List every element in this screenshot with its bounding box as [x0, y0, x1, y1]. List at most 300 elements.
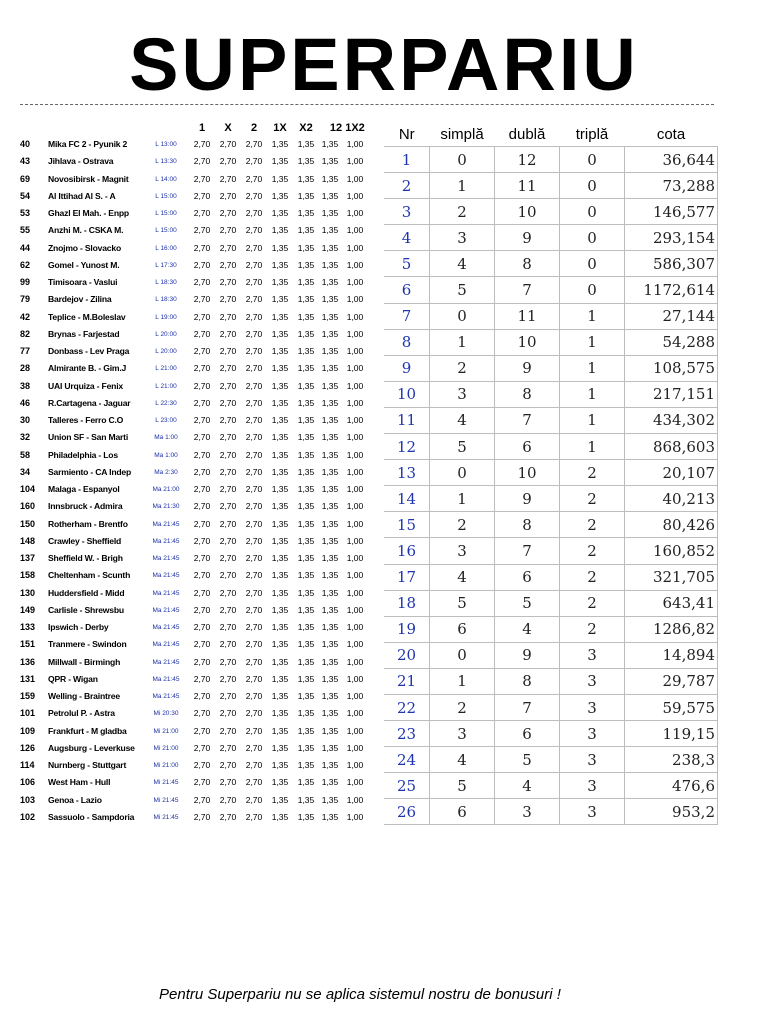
- combo-row: [384, 381, 718, 407]
- match-odd: 1,35: [321, 415, 339, 425]
- combo-row: [384, 564, 718, 590]
- combo-simpla: 0: [430, 303, 495, 329]
- match-odd: 1,35: [321, 328, 339, 339]
- match-odd: 1,35: [321, 604, 339, 615]
- match-odd: 1,00: [346, 294, 364, 305]
- combo-row: [384, 147, 718, 173]
- match-teams: R.Cartagena - Jaguar: [48, 397, 131, 408]
- match-odd: 2,70: [245, 311, 263, 322]
- match-odd: 1,35: [321, 553, 339, 563]
- match-odd: 1,35: [321, 466, 339, 477]
- match-odd: 1,35: [321, 173, 339, 184]
- combo-tripla: 1: [560, 434, 625, 460]
- match-odd: 2,70: [245, 208, 263, 218]
- match-odd: 2,70: [193, 691, 211, 701]
- combo-nr: 22: [384, 694, 430, 720]
- match-odd: 1,00: [346, 173, 364, 184]
- match-number: 150: [20, 518, 36, 529]
- match-row: [20, 619, 370, 636]
- match-odd: 1,35: [321, 259, 339, 270]
- match-odd: 1,35: [297, 242, 315, 253]
- match-odd: 1,35: [321, 225, 339, 236]
- match-time: L 21:00: [155, 365, 177, 373]
- match-odd: 2,70: [245, 173, 263, 184]
- match-odd: 2,70: [219, 363, 237, 374]
- match-row: [20, 723, 370, 740]
- match-odd: 1,35: [271, 501, 289, 512]
- match-teams: Znojmo - Slovacko: [48, 242, 121, 253]
- match-odd: 1,35: [321, 501, 339, 512]
- match-row: [20, 671, 370, 688]
- combo-cota: 321,705: [625, 564, 718, 590]
- match-odd: 2,70: [219, 466, 237, 477]
- combo-dubla: 9: [495, 225, 560, 251]
- match-number: 103: [20, 794, 36, 805]
- combo-dubla: 9: [495, 486, 560, 512]
- match-odd: 1,00: [346, 656, 364, 667]
- match-odd: 1,35: [271, 811, 289, 822]
- match-odd: 1,00: [346, 190, 364, 201]
- combo-simpla: 5: [430, 590, 495, 616]
- combo-nr: 13: [384, 460, 430, 486]
- match-odd: 1,00: [346, 604, 364, 615]
- combo-tripla: 3: [560, 721, 625, 747]
- match-odd: 1,35: [271, 725, 289, 736]
- match-odd: 1,35: [271, 622, 289, 632]
- combo-nr: 21: [384, 668, 430, 694]
- match-number: 149: [20, 604, 36, 615]
- match-number: 130: [20, 587, 36, 598]
- match-odd: 2,70: [219, 656, 237, 667]
- match-teams: Cheltenham - Scunth: [48, 570, 131, 581]
- match-odd: 1,35: [271, 570, 289, 581]
- combo-dubla: 7: [495, 407, 560, 433]
- header-1x2: 1X2: [345, 122, 365, 134]
- combo-dubla: 8: [495, 512, 560, 538]
- match-teams: Crawley - Sheffield: [48, 535, 122, 546]
- match-odd: 1,35: [271, 673, 289, 684]
- match-number: 99: [20, 277, 31, 287]
- match-odd: 2,70: [193, 484, 211, 494]
- match-odd: 1,35: [271, 484, 289, 494]
- combo-nr: 8: [384, 329, 430, 355]
- match-teams: Rotherham - Brentfo: [48, 518, 128, 529]
- combos-header: [384, 122, 718, 147]
- match-number: 114: [20, 760, 35, 770]
- match-odd: 2,70: [219, 725, 237, 736]
- header-1: 1: [198, 122, 206, 134]
- match-time: Mi 20:30: [153, 710, 179, 718]
- match-number: 43: [20, 156, 31, 167]
- match-odd: 1,00: [346, 380, 364, 391]
- match-number: 106: [20, 777, 36, 788]
- match-odd: 1,00: [346, 794, 364, 805]
- match-odd: 2,70: [193, 811, 211, 822]
- match-odd: 1,00: [346, 225, 364, 236]
- match-odd: 1,35: [321, 691, 339, 701]
- match-odd: 1,35: [271, 553, 289, 563]
- match-teams: Timisoara - Vaslui: [48, 277, 118, 287]
- match-row: [20, 291, 370, 308]
- match-odd: 1,00: [346, 777, 364, 788]
- combo-simpla: 3: [430, 225, 495, 251]
- match-odd: 2,70: [245, 449, 263, 460]
- combo-cota: 476,6: [625, 773, 718, 799]
- match-odd: 1,00: [346, 484, 364, 494]
- match-odd: 1,35: [321, 760, 339, 770]
- match-row: [20, 205, 370, 222]
- match-odd: 1,35: [271, 535, 289, 546]
- match-odd: 2,70: [219, 691, 237, 701]
- match-odd: 1,35: [271, 397, 289, 408]
- match-teams: UAI Urquiza - Fenix: [48, 380, 123, 391]
- match-odd: 1,35: [271, 415, 289, 425]
- match-teams: Teplice - M.Boleslav: [48, 311, 126, 322]
- match-odd: 2,70: [193, 639, 211, 650]
- header-x2: X2: [299, 122, 313, 134]
- match-odd: 2,70: [193, 622, 211, 632]
- match-odd: 1,35: [297, 742, 315, 753]
- header-dubla: dublă: [508, 125, 546, 143]
- match-odd: 1,35: [297, 277, 315, 287]
- combo-dubla: 5: [495, 747, 560, 773]
- match-number: 109: [20, 725, 36, 736]
- combo-dubla: 6: [495, 434, 560, 460]
- match-odd: 1,00: [346, 242, 364, 253]
- match-odd: 2,70: [219, 139, 237, 149]
- match-odd: 1,35: [297, 294, 315, 305]
- match-odd: 1,35: [271, 156, 289, 167]
- match-row: [20, 240, 370, 257]
- combo-cota: 54,288: [625, 329, 718, 355]
- match-odd: 1,35: [297, 449, 315, 460]
- match-odd: 1,35: [321, 242, 339, 253]
- dashed-divider: [20, 104, 714, 105]
- match-number: 53: [20, 208, 31, 218]
- match-odd: 1,00: [346, 259, 364, 270]
- combo-simpla: 4: [430, 747, 495, 773]
- match-odd: 2,70: [219, 380, 237, 391]
- combo-row: [384, 668, 718, 694]
- match-odd: 2,70: [245, 622, 263, 632]
- match-odd: 1,35: [321, 673, 339, 684]
- match-row: [20, 136, 370, 153]
- match-time: Mi 21:45: [153, 796, 179, 804]
- match-odd: 1,35: [321, 208, 339, 218]
- match-number: 44: [20, 242, 31, 253]
- combo-simpla: 5: [430, 773, 495, 799]
- combo-tripla: 1: [560, 329, 625, 355]
- match-odd: 2,70: [219, 639, 237, 650]
- match-odd: 1,00: [346, 328, 364, 339]
- match-odd: 1,35: [297, 328, 315, 339]
- combo-dubla: 6: [495, 564, 560, 590]
- match-odd: 2,70: [193, 380, 211, 391]
- match-number: 46: [20, 397, 31, 408]
- combo-cota: 586,307: [625, 251, 718, 277]
- match-rows: [20, 136, 370, 826]
- match-teams: Nurnberg - Stuttgart: [48, 760, 127, 770]
- match-teams: Talleres - Ferro C.O: [48, 415, 124, 425]
- combo-cota: 119,15: [625, 721, 718, 747]
- combo-simpla: 1: [430, 668, 495, 694]
- match-odd: 2,70: [193, 604, 211, 615]
- match-teams: Sassuolo - Sampdoria: [48, 811, 135, 822]
- combo-cota: 1286,82: [625, 616, 718, 642]
- match-odd: 2,70: [219, 553, 237, 563]
- combo-dubla: 7: [495, 694, 560, 720]
- match-odd: 2,70: [245, 346, 263, 356]
- combo-nr: 9: [384, 355, 430, 381]
- combo-nr: 11: [384, 407, 430, 433]
- combo-dubla: 10: [495, 460, 560, 486]
- match-odd: 2,70: [219, 432, 237, 443]
- header-tripla: triplă: [575, 125, 609, 143]
- header-x: X: [224, 122, 232, 134]
- match-odd: 2,70: [245, 794, 263, 805]
- combo-dubla: 10: [495, 329, 560, 355]
- match-odd: 1,00: [346, 466, 364, 477]
- match-number: 54: [20, 190, 31, 201]
- combo-row: [384, 173, 718, 199]
- combo-row: [384, 407, 718, 433]
- match-odd: 1,00: [346, 277, 364, 287]
- match-time: L 19:00: [155, 313, 177, 321]
- match-row: [20, 360, 370, 377]
- match-odd: 2,70: [245, 466, 263, 477]
- match-odd: 2,70: [219, 173, 237, 184]
- match-odd: 2,70: [219, 277, 237, 287]
- match-odd: 1,00: [346, 535, 364, 546]
- match-number: 102: [20, 811, 36, 822]
- combo-row: [384, 434, 718, 460]
- match-number: 151: [20, 639, 36, 650]
- combo-simpla: 6: [430, 799, 495, 825]
- match-odd: 1,35: [297, 397, 315, 408]
- match-odd: 2,70: [193, 139, 211, 149]
- match-time: L 17:30: [155, 261, 177, 269]
- combo-dubla: 8: [495, 251, 560, 277]
- match-odd: 2,70: [245, 742, 263, 753]
- match-time: L 18:30: [155, 279, 177, 286]
- match-odd: 1,00: [346, 570, 364, 581]
- match-odd: 1,35: [297, 518, 315, 529]
- match-odd: 1,35: [321, 311, 339, 322]
- match-odd: 1,35: [297, 708, 315, 719]
- match-odd: 2,70: [219, 225, 237, 236]
- match-odd: 1,00: [346, 708, 364, 719]
- match-odd: 1,35: [271, 760, 289, 770]
- match-odd: 1,35: [321, 535, 339, 546]
- combo-dubla: 8: [495, 668, 560, 694]
- combo-cota: 293,154: [625, 225, 718, 251]
- match-row: [20, 429, 370, 446]
- match-odd: 2,70: [193, 587, 211, 598]
- combo-dubla: 5: [495, 590, 560, 616]
- header-2: 2: [250, 122, 258, 134]
- combo-row: [384, 355, 718, 381]
- match-odd: 2,70: [245, 570, 263, 581]
- match-odd: 2,70: [193, 725, 211, 736]
- match-row: [20, 395, 370, 412]
- combo-row: [384, 799, 718, 825]
- combo-row: [384, 303, 718, 329]
- match-time: L 15:00: [155, 210, 177, 217]
- match-number: 136: [20, 656, 36, 667]
- combo-tripla: 0: [560, 173, 625, 199]
- match-odd: 2,70: [219, 242, 237, 253]
- match-odd: 1,35: [321, 156, 339, 167]
- match-row: [20, 585, 370, 602]
- combo-nr: 2: [384, 173, 430, 199]
- match-teams: Carlisle - Shrewsbu: [48, 604, 124, 615]
- match-time: L 16:00: [155, 244, 177, 252]
- header-12: 12: [329, 122, 343, 134]
- match-odd: 2,70: [245, 760, 263, 770]
- match-teams: Sheffield W. - Brigh: [48, 553, 123, 563]
- match-time: Ma 21:45: [152, 675, 180, 683]
- match-number: 32: [20, 432, 31, 443]
- combo-dubla: 11: [495, 173, 560, 199]
- combo-tripla: 2: [560, 538, 625, 564]
- match-odd: 1,35: [271, 432, 289, 443]
- match-odd: 1,35: [297, 346, 315, 356]
- match-odd: 2,70: [245, 294, 263, 305]
- match-odd: 1,35: [321, 380, 339, 391]
- match-odd: 2,70: [245, 242, 263, 253]
- match-odd: 1,35: [297, 553, 315, 563]
- match-odd: 1,35: [271, 139, 289, 149]
- combo-simpla: 3: [430, 538, 495, 564]
- match-number: 58: [20, 449, 31, 460]
- match-odd: 1,35: [271, 691, 289, 701]
- match-teams: Philadelphia - Los: [48, 449, 118, 460]
- match-odd: 1,00: [346, 363, 364, 374]
- match-odd: 2,70: [219, 587, 237, 598]
- match-row: [20, 757, 370, 774]
- match-odd: 2,70: [193, 518, 211, 529]
- match-teams: Innsbruck - Admira: [48, 501, 123, 512]
- match-odd: 2,70: [245, 811, 263, 822]
- match-odd: 1,35: [271, 311, 289, 322]
- combo-dubla: 6: [495, 721, 560, 747]
- match-time: Mi 21:45: [153, 779, 179, 787]
- combo-nr: 20: [384, 642, 430, 668]
- match-odd: 1,00: [346, 156, 364, 167]
- match-time: Ma 21:45: [152, 658, 180, 666]
- match-odd: 1,35: [271, 656, 289, 667]
- combo-nr: 24: [384, 747, 430, 773]
- combo-dubla: 4: [495, 773, 560, 799]
- match-teams: Huddersfield - Midd: [48, 587, 125, 598]
- match-odd: 2,70: [245, 518, 263, 529]
- combo-simpla: 2: [430, 694, 495, 720]
- match-odd: 1,00: [346, 691, 364, 701]
- match-odd: 1,35: [271, 173, 289, 184]
- combo-tripla: 3: [560, 799, 625, 825]
- combo-simpla: 0: [430, 147, 495, 173]
- match-number: 159: [20, 691, 36, 701]
- match-odd: 2,70: [219, 760, 237, 770]
- match-odd: 2,70: [193, 656, 211, 667]
- match-odd: 1,35: [321, 587, 339, 598]
- match-odd: 2,70: [193, 311, 211, 322]
- combo-nr: 4: [384, 225, 430, 251]
- match-odd: 2,70: [219, 501, 237, 512]
- combo-cota: 434,302: [625, 407, 718, 433]
- match-odd: 2,70: [245, 397, 263, 408]
- match-row: [20, 257, 370, 274]
- match-odd: 2,70: [245, 259, 263, 270]
- combo-cota: 238,3: [625, 747, 718, 773]
- match-number: 160: [20, 501, 36, 512]
- match-odd: 2,70: [245, 156, 263, 167]
- match-odd: 2,70: [219, 622, 237, 632]
- match-teams: Augsburg - Leverkuse: [48, 742, 135, 753]
- match-odd: 2,70: [219, 156, 237, 167]
- combo-nr: 10: [384, 381, 430, 407]
- combo-cota: 73,288: [625, 173, 718, 199]
- match-odd: 2,70: [245, 432, 263, 443]
- combo-simpla: 0: [430, 460, 495, 486]
- match-odd: 2,70: [219, 294, 237, 305]
- match-odd: 1,35: [297, 259, 315, 270]
- match-number: 137: [20, 553, 36, 563]
- combo-cota: 160,852: [625, 538, 718, 564]
- match-odd: 1,35: [271, 294, 289, 305]
- match-odd: 2,70: [219, 484, 237, 494]
- match-odd: 1,35: [271, 708, 289, 719]
- match-odd: 2,70: [193, 277, 211, 287]
- combo-dubla: 11: [495, 303, 560, 329]
- match-row: [20, 809, 370, 826]
- match-odd: 1,35: [297, 760, 315, 770]
- match-odd: 1,35: [321, 432, 339, 443]
- match-odd: 2,70: [245, 691, 263, 701]
- match-odd: 1,35: [271, 639, 289, 650]
- combo-simpla: 1: [430, 329, 495, 355]
- match-row: [20, 792, 370, 809]
- match-row: [20, 654, 370, 671]
- match-odd: 1,00: [346, 639, 364, 650]
- match-odd: 1,00: [346, 311, 364, 322]
- combo-row: [384, 773, 718, 799]
- match-time: Ma 21:45: [152, 555, 180, 562]
- combo-tripla: 3: [560, 668, 625, 694]
- combo-row: [384, 538, 718, 564]
- match-teams: Donbass - Lev Praga: [48, 346, 130, 356]
- match-odd: 2,70: [245, 604, 263, 615]
- match-odd: 1,00: [346, 397, 364, 408]
- combo-cota: 40,213: [625, 486, 718, 512]
- match-odd: 2,70: [219, 259, 237, 270]
- match-odd: 1,35: [297, 639, 315, 650]
- header-simpla: simplă: [440, 125, 484, 143]
- match-row: [20, 274, 370, 291]
- combo-tripla: 1: [560, 303, 625, 329]
- match-odd: 2,70: [193, 777, 211, 788]
- combo-cota: 953,2: [625, 799, 718, 825]
- combo-tripla: 2: [560, 590, 625, 616]
- combo-nr: 12: [384, 434, 430, 460]
- match-time: L 13:30: [155, 158, 177, 166]
- match-time: Ma 21:30: [152, 503, 180, 511]
- match-number: 38: [20, 380, 31, 391]
- match-teams: Genoa - Lazio: [48, 794, 102, 805]
- match-number: 30: [20, 415, 31, 425]
- match-odd: 2,70: [245, 277, 263, 287]
- match-teams: QPR - Wigan: [48, 673, 98, 684]
